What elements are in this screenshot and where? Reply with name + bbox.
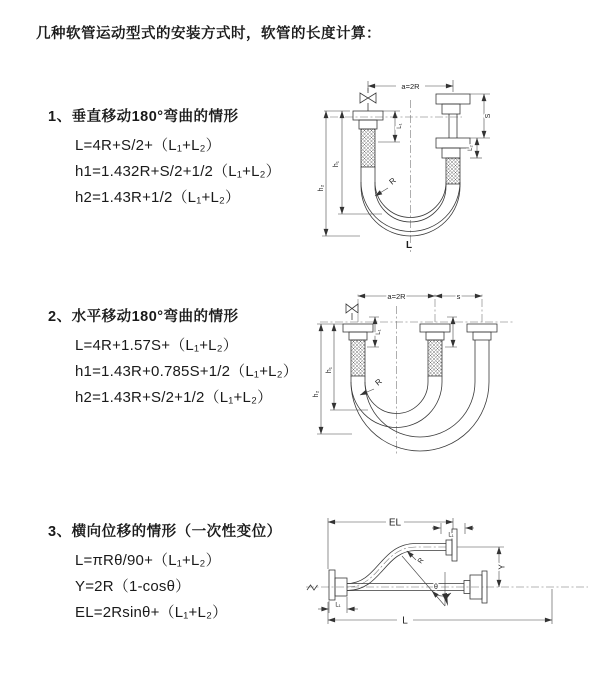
flange bbox=[436, 94, 470, 104]
dim-label-h1: h₁ bbox=[333, 160, 340, 168]
formula-line: h2=1.43R+1/2（L₁+L₂） bbox=[75, 189, 241, 206]
section-2-heading: 2、水平移动180°弯曲的情形 bbox=[48, 309, 239, 325]
radius-label: R bbox=[387, 175, 398, 187]
valve-icon bbox=[346, 304, 358, 320]
length-label: L bbox=[405, 240, 413, 251]
dim-label-a2r: a=2R bbox=[401, 81, 420, 91]
dim-label-el: EL bbox=[388, 517, 402, 529]
diagram-horizontal-180-bend bbox=[308, 282, 568, 472]
dimensions bbox=[313, 292, 482, 434]
dim-label-l1-bottom: L₁ bbox=[335, 602, 341, 609]
dim-label-h1: h₁ bbox=[326, 366, 333, 374]
dim-label-y: Y bbox=[497, 564, 507, 570]
formula-line: Y=2R（1-cosθ） bbox=[75, 578, 191, 595]
formula-line: h1=1.43R+0.785S+1/2（L₁+L₂） bbox=[75, 363, 298, 380]
dim-label-s: S bbox=[485, 113, 492, 119]
formula-line: L=πRθ/90+（L₁+L₂） bbox=[75, 552, 221, 569]
angle-label: θ bbox=[434, 584, 438, 591]
dim-label-s: s bbox=[456, 291, 461, 301]
braided-hose bbox=[361, 129, 375, 167]
hose-assembly bbox=[343, 324, 497, 451]
section-3-heading: 3、横向位移的情形（一次性变位） bbox=[48, 524, 282, 540]
flange bbox=[436, 138, 470, 148]
dimensions bbox=[318, 518, 552, 627]
dim-label-l2: L₂ bbox=[468, 145, 474, 151]
dim-label-a2r: a=2R bbox=[387, 291, 406, 301]
braided-hose bbox=[428, 340, 442, 376]
formula-line: L=4R+S/2+（L₁+L₂） bbox=[75, 137, 221, 154]
flange bbox=[343, 324, 373, 332]
section-3 bbox=[48, 520, 282, 626]
braided-hose bbox=[351, 340, 365, 376]
dim-label-l1: L₁ bbox=[376, 329, 382, 335]
braided-hose bbox=[446, 158, 460, 184]
dim-label-h2: h₂ bbox=[318, 184, 325, 192]
valve-icon bbox=[360, 88, 376, 111]
flange bbox=[467, 324, 497, 332]
section-2 bbox=[48, 305, 298, 411]
section-1-heading: 1、垂直移动180°弯曲的情形 bbox=[48, 109, 239, 125]
dim-label-l: L bbox=[402, 615, 408, 627]
diagram-vertical-180-bend bbox=[312, 64, 572, 264]
flange bbox=[353, 111, 383, 120]
page-title: 几种软管运动型式的安装方式时，软管的长度计算： bbox=[36, 26, 381, 42]
radius-label: R bbox=[373, 376, 384, 388]
section-1 bbox=[48, 105, 281, 211]
dim-label-l1-top: L₁ bbox=[448, 532, 454, 539]
dim-label-h2: h₂ bbox=[313, 390, 320, 398]
hose-assembly bbox=[353, 94, 470, 236]
diagram-lateral-displacement bbox=[298, 498, 598, 633]
dim-label-l1: L₁ bbox=[397, 123, 403, 129]
flange bbox=[329, 570, 335, 600]
hose-curved-position bbox=[347, 544, 446, 584]
formula-line: L=4R+1.57S+（L₁+L₂） bbox=[75, 337, 238, 354]
radius-label: R bbox=[416, 556, 426, 566]
formula-line: h1=1.432R+S/2+1/2（L₁+L₂） bbox=[75, 163, 281, 180]
formula-line: h2=1.43R+S/2+1/2（L₁+L₂） bbox=[75, 389, 273, 406]
centerlines bbox=[320, 292, 513, 454]
hose-assembly bbox=[329, 529, 487, 603]
dimensions bbox=[318, 80, 492, 251]
break-mark bbox=[307, 585, 318, 590]
flange bbox=[420, 324, 450, 332]
formula-line: EL=2Rsinθ+（L₁+L₂） bbox=[75, 604, 228, 621]
centerlines bbox=[306, 547, 588, 587]
